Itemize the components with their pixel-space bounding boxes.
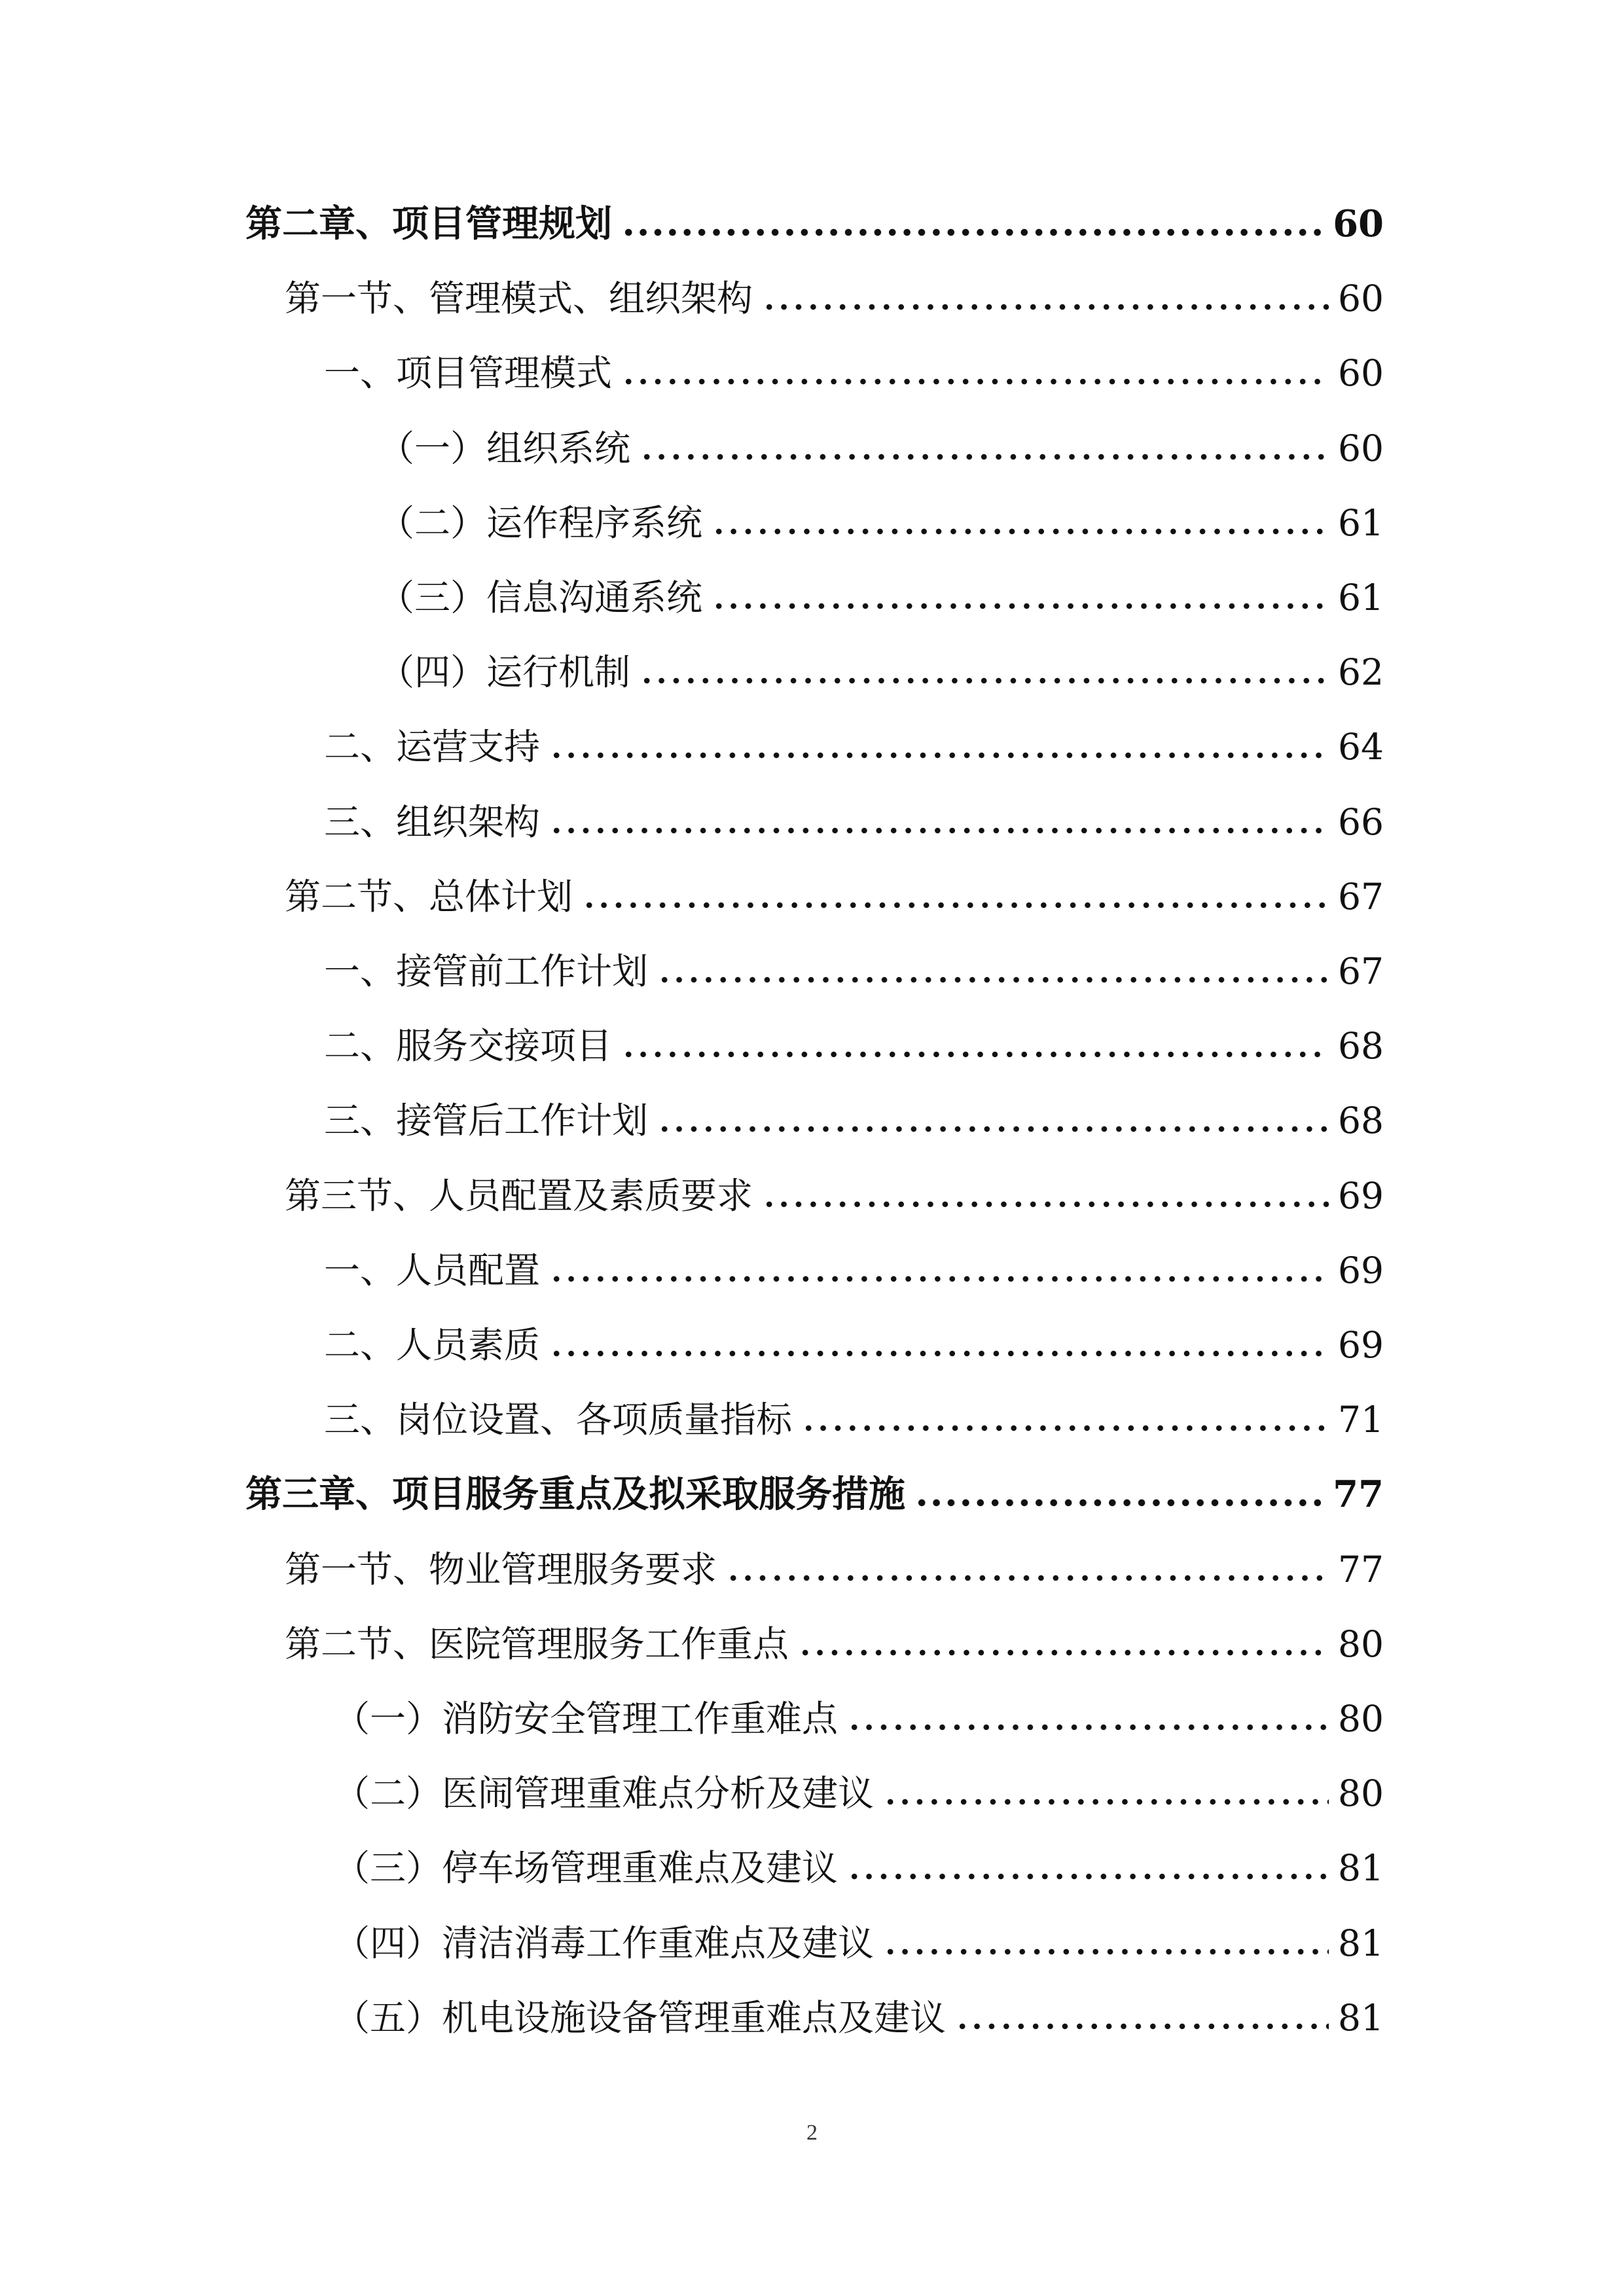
toc-entry-title: 二、服务交接项目 — [324, 1024, 613, 1067]
toc-entry[interactable] — [285, 867, 1384, 926]
toc-dot-leader — [726, 1571, 1329, 1585]
toc-entry-page: 81 — [1338, 1922, 1384, 1964]
toc-entry[interactable] — [378, 568, 1384, 627]
toc-entry[interactable] — [324, 1091, 1384, 1150]
toc-entry-title: （三）停车场管理重难点及建议 — [334, 1846, 839, 1889]
toc-dot-leader — [883, 1795, 1329, 1808]
toc-dot-leader — [712, 525, 1329, 538]
toc-entry[interactable] — [324, 942, 1384, 1001]
toc-dot-leader — [798, 1646, 1329, 1659]
toc-entry[interactable] — [334, 1689, 1384, 1748]
toc-entry[interactable] — [324, 1316, 1384, 1374]
toc-entry-title: （四）运行机制 — [378, 651, 631, 693]
toc-entry-page: 60 — [1338, 427, 1384, 469]
toc-dot-leader — [621, 226, 1324, 239]
toc-entry-title: （三）信息沟通系统 — [378, 576, 703, 619]
page-number: 2 — [806, 2121, 818, 2145]
toc-entry-title: （一）组织系统 — [378, 427, 631, 469]
toc-entry-page: 67 — [1338, 950, 1384, 992]
toc-dot-leader — [712, 600, 1329, 613]
toc-dot-leader — [549, 1272, 1329, 1285]
toc-entry[interactable] — [334, 1914, 1384, 1973]
toc-entry-page: 80 — [1338, 1623, 1384, 1665]
toc-entry-title: 三、接管后工作计划 — [324, 1099, 649, 1141]
toc-entry-title: 第三章、项目服务重点及拟采取服务措施 — [245, 1473, 905, 1516]
toc-entry-page: 77 — [1338, 1548, 1384, 1590]
toc-dot-leader — [847, 1721, 1329, 1734]
toc-entry[interactable] — [285, 1540, 1384, 1599]
toc-entry[interactable] — [334, 1764, 1384, 1823]
toc-entry-page: 66 — [1338, 800, 1384, 843]
toc-entry[interactable] — [334, 1839, 1384, 1897]
toc-entry-title: 二、运营支持 — [324, 725, 541, 768]
toc-entry[interactable] — [285, 1615, 1384, 1674]
toc-chapter-entry[interactable] — [245, 1465, 1384, 1524]
toc-entry[interactable] — [324, 1016, 1384, 1075]
toc-entry-title: 三、组织架构 — [324, 800, 541, 843]
toc-dot-leader — [640, 450, 1329, 463]
toc-entry-title: 第一节、管理模式、组织架构 — [285, 277, 753, 319]
toc-dot-leader — [657, 973, 1329, 986]
toc-entry-title: 一、接管前工作计划 — [324, 950, 649, 992]
toc-dot-leader — [640, 674, 1329, 687]
toc-entry[interactable] — [324, 1390, 1384, 1449]
toc-entry[interactable] — [378, 419, 1384, 478]
toc-entry[interactable] — [378, 493, 1384, 552]
toc-entry[interactable] — [324, 344, 1384, 403]
toc-entry-title: 一、人员配置 — [324, 1249, 541, 1291]
toc-dot-leader — [847, 1870, 1329, 1883]
toc-entry-title: 三、岗位设置、各项质量指标 — [324, 1398, 793, 1441]
toc-entry[interactable] — [285, 1166, 1384, 1225]
toc-dot-leader — [762, 300, 1329, 314]
toc-entry-page: 69 — [1338, 1249, 1384, 1291]
toc-entry-page: 61 — [1338, 576, 1384, 619]
toc-entry[interactable] — [378, 643, 1384, 702]
toc-entry-page: 80 — [1338, 1697, 1384, 1740]
toc-entry[interactable] — [324, 1241, 1384, 1300]
toc-entry-page: 67 — [1338, 875, 1384, 918]
toc-entry-page: 61 — [1338, 501, 1384, 544]
toc-entry-page: 60 — [1338, 351, 1384, 394]
toc-chapter-entry[interactable] — [245, 194, 1384, 253]
toc-entry-page: 80 — [1338, 1772, 1384, 1814]
toc-entry-title: 第二章、项目管理规划 — [245, 202, 612, 245]
toc-entry-title: 二、人员素质 — [324, 1323, 541, 1366]
toc-entry-page: 64 — [1338, 725, 1384, 768]
toc-dot-leader — [549, 749, 1329, 762]
toc-entry-title: （二）医闹管理重难点分析及建议 — [334, 1772, 875, 1814]
toc-entry-title: （二）运作程序系统 — [378, 501, 703, 544]
toc-entry-page: 81 — [1338, 1846, 1384, 1889]
toc-entry[interactable] — [324, 717, 1384, 776]
toc-entry-title: 第一节、物业管理服务要求 — [285, 1548, 717, 1590]
toc-dot-leader — [657, 1122, 1329, 1136]
toc-entry[interactable] — [324, 793, 1384, 852]
toc-entry-title: （四）清洁消毒工作重难点及建议 — [334, 1922, 875, 1964]
toc-entry[interactable] — [334, 1988, 1384, 2047]
toc-dot-leader — [582, 899, 1329, 912]
toc-entry-title: 第三节、人员配置及素质要求 — [285, 1174, 753, 1217]
toc-entry-page: 68 — [1338, 1099, 1384, 1141]
toc-dot-leader — [955, 2020, 1329, 2033]
toc-entry-page: 62 — [1338, 651, 1384, 693]
toc-entry-page: 71 — [1338, 1398, 1384, 1441]
toc-entry-title: （五）机电设施设备管理重难点及建议 — [334, 1996, 947, 2039]
toc-entry-page: 60 — [1333, 202, 1384, 245]
toc-dot-leader — [883, 1945, 1329, 1958]
toc-entry-title: 第二节、总体计划 — [285, 875, 573, 918]
toc-entry-page: 77 — [1333, 1473, 1384, 1516]
toc-entry-page: 68 — [1338, 1024, 1384, 1067]
toc-entry-title: 第二节、医院管理服务工作重点 — [285, 1623, 789, 1665]
toc-entry-page: 69 — [1338, 1323, 1384, 1366]
toc-entry-title: 一、项目管理模式 — [324, 351, 613, 394]
toc-entry-page: 81 — [1338, 1996, 1384, 2039]
toc-entry-title: （一）消防安全管理工作重难点 — [334, 1697, 839, 1740]
toc-dot-leader — [549, 1347, 1329, 1360]
toc-dot-leader — [762, 1198, 1329, 1211]
toc-entry-page: 60 — [1338, 277, 1384, 319]
toc-dot-leader — [801, 1422, 1329, 1435]
toc-dot-leader — [621, 375, 1329, 388]
toc-entry-page: 69 — [1338, 1174, 1384, 1217]
toc-dot-leader — [549, 824, 1329, 837]
toc-dot-leader — [621, 1048, 1329, 1061]
toc-dot-leader — [914, 1496, 1324, 1509]
toc-entry[interactable] — [285, 269, 1384, 328]
